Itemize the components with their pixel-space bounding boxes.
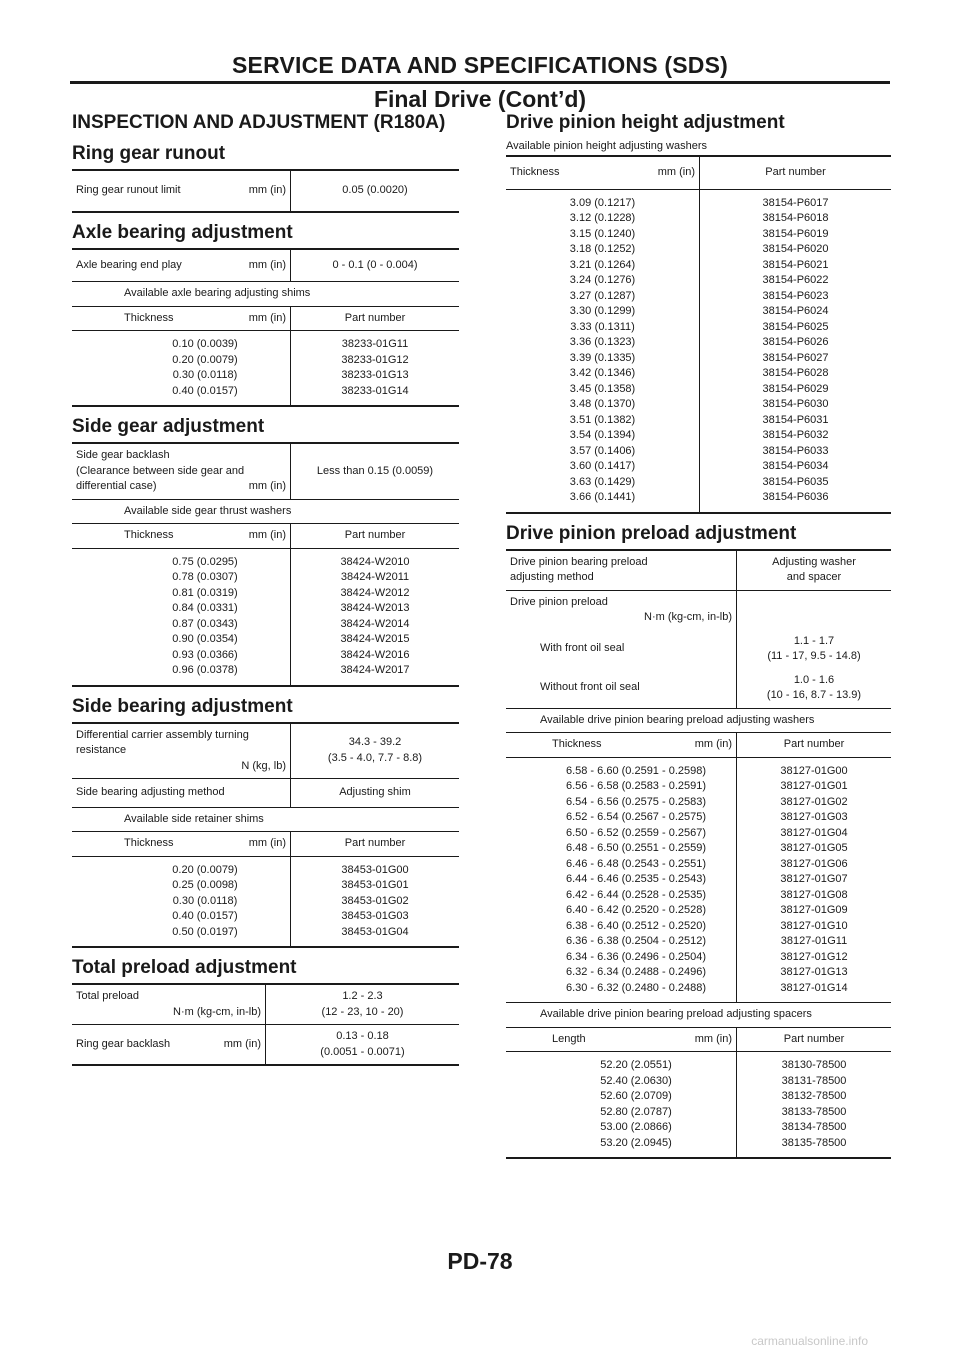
pinion-preload-label-cell — [506, 590, 737, 630]
axle-col-unit: mm (in) — [248, 311, 286, 324]
pinion-washers-col-thickness-cell — [506, 733, 737, 758]
right-column — [506, 110, 891, 1167]
axle-end-play-label: Axle bearing end play — [76, 258, 182, 271]
pinion-preload-heading: Drive pinion preload adjustment — [506, 522, 797, 544]
side-gear-backlash-unit: mm (in) — [248, 480, 286, 492]
pinion-spacers-col-length: Length — [552, 1032, 586, 1045]
side-gear-thickness-list: 0.75 (0.0295) 0.78 (0.0307) 0.81 (0.0319) 0.84 (0.0331) 0.87 (0.0343) 0.90 (0.0354) 0.93 (0.0366) 0.96 (0.0378) — [172, 555, 238, 676]
pinion-washers-col-part: Part number — [737, 733, 892, 758]
ring-runout-label-cell — [72, 170, 291, 212]
ring-runout-label: Ring gear runout limit — [76, 184, 181, 196]
page-number: PD-78 — [447, 1248, 513, 1274]
pinion-washers-label: Available drive pinion bearing preload adjusting washers — [506, 708, 891, 733]
pinion-with-seal-value: 1.1 - 1.7 (11 - 17, 9.5 - 14.8) — [737, 630, 892, 669]
axle-part-list: 38233-01G11 38233-01G12 38233-01G13 38233-01G14 — [291, 331, 460, 407]
axle-bearing-table — [72, 248, 459, 408]
pinion-preload-empty-cell — [737, 590, 892, 630]
pinion-height-col-thickness-cell — [506, 156, 700, 189]
axle-end-play-value: 0 - 0.1 (0 - 0.004) — [291, 249, 460, 282]
pinion-spacers-part-list: 38130-78500 38131-78500 38132-78500 38133-78500 38134-78500 38135-78500 — [737, 1052, 892, 1159]
side-gear-col-unit: mm (in) — [248, 529, 286, 541]
side-gear-backlash-label: Side gear backlash (Clearance between side gear and differential case) — [76, 449, 245, 492]
side-gear-backlash-value: Less than 0.15 (0.0059) — [291, 443, 460, 499]
side-bearing-resistance-unit: N (kg, lb) — [241, 759, 286, 772]
side-bearing-part-list: 38453-01G00 38453-01G01 38453-01G02 38453-01G03 38453-01G04 — [291, 856, 460, 947]
pinion-washers-part-list: 38127-01G00 38127-01G01 38127-01G02 38127-01G03 38127-01G04 38127-01G05 38127-01G06 38127-01G07 38127-01G08 38127-01G09 38127-01G10 38127-01G11 38127-01G12 38127-01G13 38127-01G14 — [737, 757, 892, 1003]
pinion-height-col-unit: mm (in) — [657, 166, 695, 178]
pinion-washers-col-thickness: Thickness — [552, 738, 602, 750]
side-gear-col-thickness-cell — [72, 524, 291, 549]
side-gear-col-thickness: Thickness — [124, 529, 174, 541]
header-subtitle: Final Drive (Cont’d) — [373, 86, 587, 112]
page-header — [70, 52, 890, 112]
axle-col-thickness-cell — [72, 306, 291, 331]
total-preload-label: Total preload — [76, 990, 139, 1002]
header-rule — [70, 81, 890, 84]
total-backlash-label-cell — [72, 1025, 266, 1066]
side-bearing-col-part: Part number — [291, 832, 460, 857]
main-title: INSPECTION AND ADJUSTMENT (R180A) — [72, 112, 446, 133]
side-gear-backlash-label-cell — [72, 443, 291, 499]
pinion-spacers-label: Available drive pinion bearing preload adjusting spacers — [506, 1003, 891, 1028]
pinion-without-seal-value: 1.0 - 1.6 (10 - 16, 8.7 - 13.9) — [737, 669, 892, 709]
side-bearing-col-thickness-cell — [72, 832, 291, 857]
pinion-spacers-length-list: 52.20 (2.0551) 52.40 (2.0630) 52.60 (2.0709) 52.80 (2.0787) 53.00 (2.0866) 53.20 (2.0945) — [600, 1059, 672, 1149]
total-preload-heading: Total preload adjustment — [72, 957, 297, 978]
side-bearing-col-thickness: Thickness — [124, 837, 174, 849]
left-column — [72, 110, 459, 1074]
total-preload-value: 1.2 - 2.3 (12 - 23, 10 - 20) — [266, 984, 460, 1025]
total-backlash-value: 0.13 - 0.18 (0.0051 - 0.0071) — [266, 1025, 460, 1066]
side-gear-heading: Side gear adjustment — [72, 416, 265, 437]
total-backlash-unit: mm (in) — [223, 1037, 261, 1050]
axle-shims-label: Available axle bearing adjusting shims — [72, 282, 459, 307]
pinion-preload-table — [506, 549, 891, 1160]
side-gear-washers-label: Available side gear thrust washers — [72, 499, 459, 524]
pinion-preload-method-label: Drive pinion bearing preload adjusting method — [506, 550, 737, 591]
pinion-preload-label: Drive pinion preload — [510, 595, 608, 608]
pinion-spacers-col-unit: mm (in) — [694, 1032, 732, 1045]
header-title: SERVICE DATA AND SPECIFICATIONS (SDS) — [232, 52, 728, 78]
pinion-spacers-col-part: Part number — [737, 1027, 892, 1052]
pinion-height-subtitle: Available pinion height adjusting washers — [506, 140, 707, 152]
pinion-with-seal-label: With front oil seal — [540, 642, 625, 655]
ring-gear-runout-heading: Ring gear runout — [72, 143, 226, 164]
side-bearing-shims-label: Available side retainer shims — [72, 807, 459, 832]
pinion-washers-col-unit: mm (in) — [694, 738, 732, 750]
pinion-preload-unit: N·m (kg-cm, in-lb) — [644, 611, 732, 623]
pinion-spacers-col-length-cell — [506, 1027, 737, 1052]
side-bearing-resistance-label-cell — [72, 723, 291, 779]
total-preload-table — [72, 983, 459, 1066]
side-bearing-heading: Side bearing adjustment — [72, 695, 293, 717]
side-bearing-col-unit: mm (in) — [248, 837, 286, 849]
total-backlash-label: Ring gear backlash — [76, 1037, 171, 1050]
pinion-height-part-list: 38154-P6017 38154-P6018 38154-P6019 38154-P6020 38154-P6021 38154-P6022 38154-P6023 38154-P6024 38154-P6025 38154-P6026 38154-P6027 38154-P6028 38154-P6029 38154-P6030 38154-P6031 38154-P6032 38154-P6033 38154-P6034 38154-P6035 38154-P6036 — [700, 189, 892, 513]
total-preload-label-cell — [72, 984, 266, 1025]
side-bearing-thickness-list: 0.20 (0.0079) 0.25 (0.0098) 0.30 (0.0118) 0.40 (0.0157) 0.50 (0.0197) — [172, 863, 238, 938]
pinion-washers-thickness-list: 6.58 - 6.60 (0.2591 - 0.2598) 6.56 - 6.58 (0.2583 - 0.2591) 6.54 - 6.56 (0.2575 - 0.2583) 6.52 - 6.54 (0.2567 - 0.2575) 6.50 - 6.52 (0.2559 - 0.2567) 6.48 - 6.50 (0.2551 - 0.2559) 6.46 - 6.48 (0.2543 - 0.2551) 6.44 - 6.46 (0.2535 - 0.2543) 6.42 - 6.44 (0.2528 - 0.2535) 6.40 - 6.42 (0.2520 - 0.2528) 6.38 - 6.40 (0.2512 - 0.2520) 6.36 - 6.38 (0.2504 - 0.2512) 6.34 - 6.36 (0.2496 - 0.2504) 6.32 - 6.34 (0.2488 - 0.2496) 6.30 - 6.32 (0.2480 - 0.2488) — [506, 757, 737, 1003]
ring-runout-unit: mm (in) — [248, 184, 286, 196]
pinion-height-col-thickness: Thickness — [510, 166, 560, 178]
total-preload-unit: N·m (kg-cm, in-lb) — [173, 1005, 261, 1018]
pinion-preload-method-value: Adjusting washer and spacer — [737, 550, 892, 591]
ring-gear-runout-table — [72, 169, 459, 213]
axle-end-play-unit: mm (in) — [248, 258, 286, 271]
pinion-without-seal-label: Without front oil seal — [506, 669, 737, 709]
pinion-height-col-part: Part number — [700, 156, 892, 189]
side-gear-part-list: 38424-W2010 38424-W2011 38424-W2012 38424-W2013 38424-W2014 38424-W2015 38424-W2016 38424-W2017 — [291, 548, 460, 686]
axle-end-play-label-cell — [72, 249, 291, 282]
side-bearing-method-label: Side bearing adjusting method — [72, 779, 291, 808]
axle-col-thickness: Thickness — [124, 311, 174, 324]
side-bearing-resistance-value: 34.3 - 39.2 (3.5 - 4.0, 7.7 - 8.8) — [291, 723, 460, 779]
side-bearing-resistance-label: Differential carrier assembly turning resistance — [76, 728, 249, 756]
watermark: carmanualsonline.info — [751, 1334, 868, 1348]
axle-col-part: Part number — [291, 306, 460, 331]
side-bearing-method-value: Adjusting shim — [291, 779, 460, 808]
axle-bearing-heading: Axle bearing adjustment — [72, 221, 293, 243]
pinion-height-heading: Drive pinion height adjustment — [506, 112, 785, 133]
side-bearing-table — [72, 722, 459, 949]
axle-thickness-list: 0.10 (0.0039) 0.20 (0.0079) 0.30 (0.0118) 0.40 (0.0157) — [172, 338, 238, 397]
pinion-height-thickness-list: 3.09 (0.1217) 3.12 (0.1228) 3.15 (0.1240) 3.18 (0.1252) 3.21 (0.1264) 3.24 (0.1276) 3.27 (0.1287) 3.30 (0.1299) 3.33 (0.1311) 3.36 (0.1323) 3.39 (0.1335) 3.42 (0.1346) 3.45 (0.1358) 3.48 (0.1370) 3.51 (0.1382) 3.54 (0.1394) 3.57 (0.1406) 3.60 (0.1417) 3.63 (0.1429) 3.66 (0.1441) — [569, 196, 636, 503]
pinion-height-table — [506, 155, 891, 514]
side-gear-table — [72, 442, 459, 687]
ring-runout-value: 0.05 (0.0020) — [291, 170, 460, 212]
side-gear-col-part: Part number — [291, 524, 460, 549]
